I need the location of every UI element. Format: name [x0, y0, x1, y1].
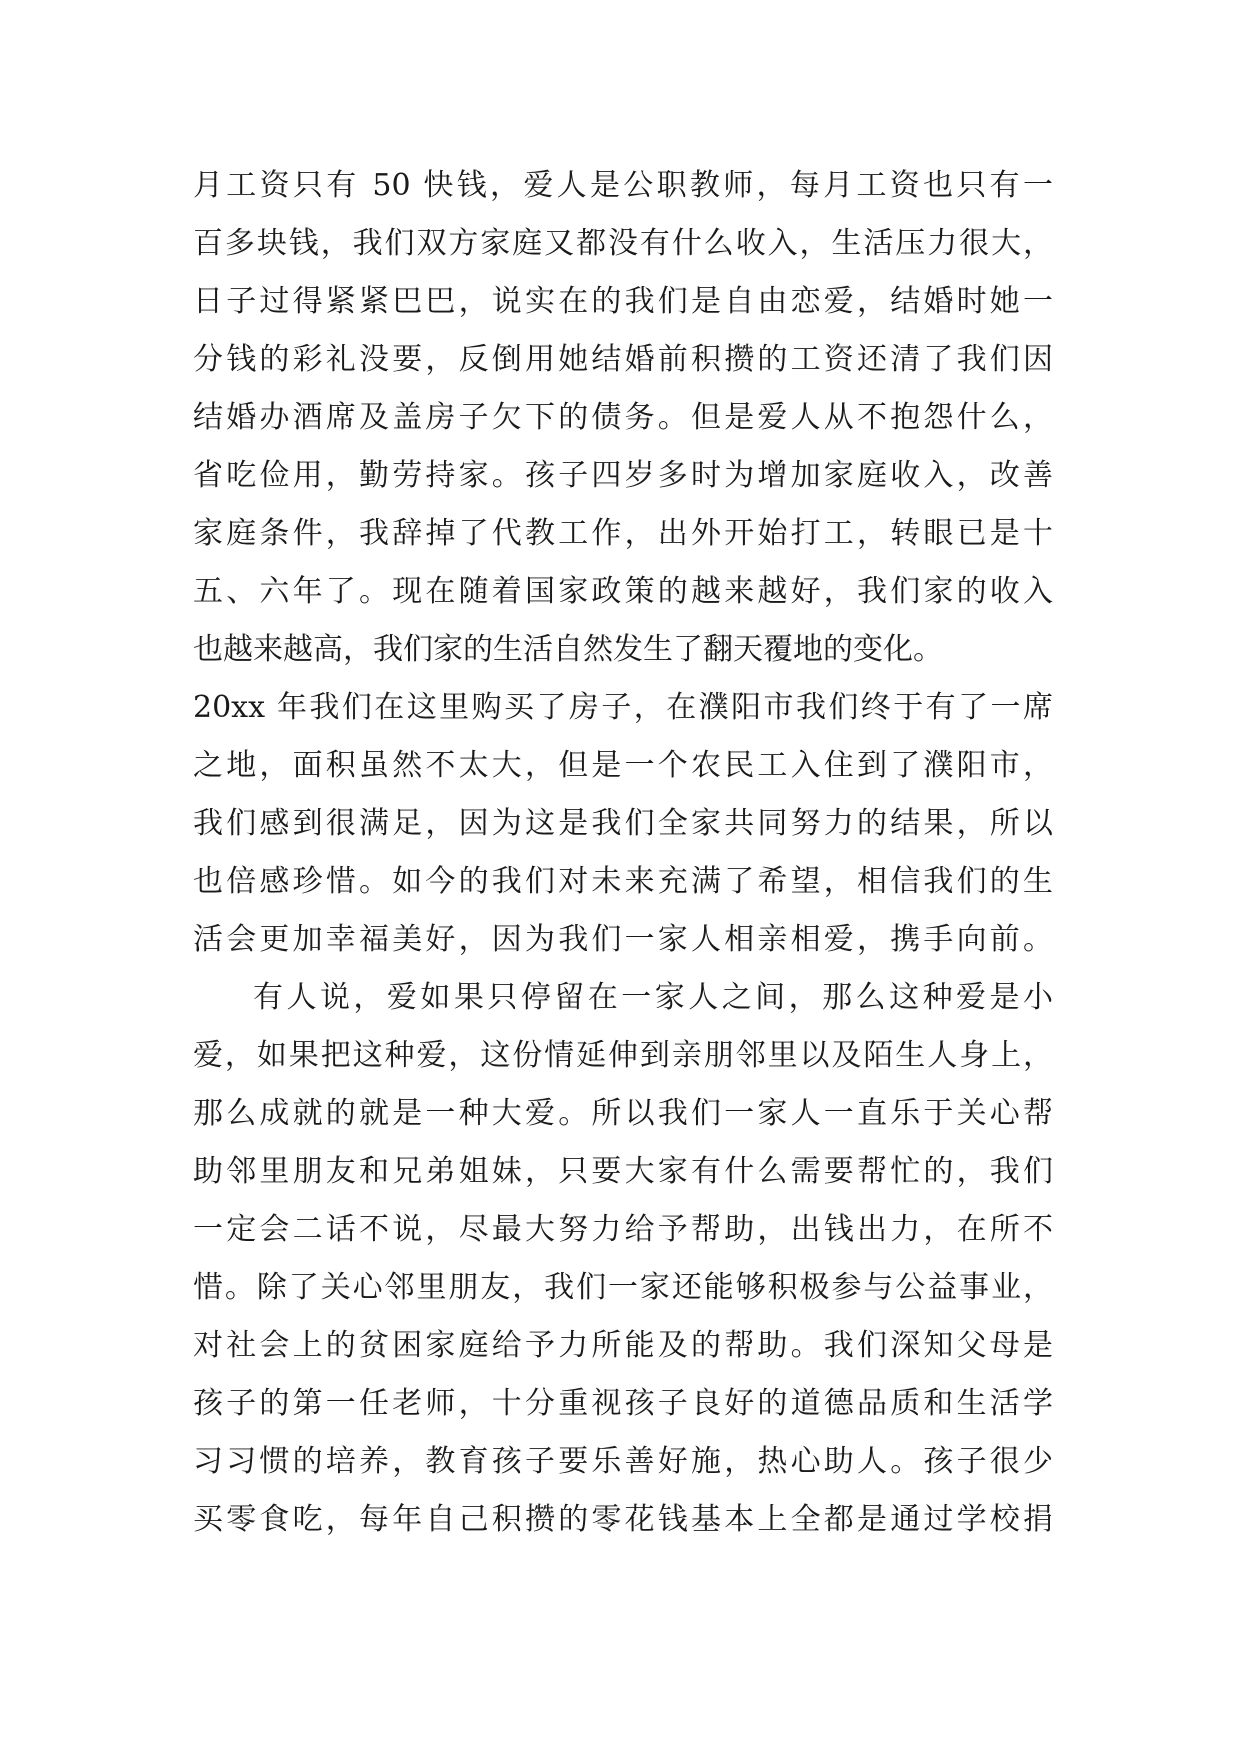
paragraph-line: 之地，面积虽然不太大，但是一个农民工入住到了濮阳市， [193, 748, 1053, 783]
paragraph-2 [193, 969, 1053, 1549]
paragraph-line: 一定会二话不说，尽最大努力给予帮助，出钱出力，在所不 [193, 1212, 1053, 1247]
paragraph-line: 分钱的彩礼没要，反倒用她结婚前积攒的工资还清了我们因 [193, 342, 1053, 377]
paragraph-line: 结婚办酒席及盖房子欠下的债务。但是爱人从不抱怨什么， [193, 400, 1053, 435]
paragraph-line: 对社会上的贫困家庭给予力所能及的帮助。我们深知父母是 [193, 1328, 1053, 1363]
paragraph-line: 也倍感珍惜。如今的我们对未来充满了希望，相信我们的生 [193, 864, 1053, 899]
document-page [193, 157, 1053, 1549]
paragraph-line: 我们感到很满足，因为这是我们全家共同努力的结果，所以 [193, 806, 1053, 841]
paragraph-line: 爱，如果把这种爱，这份情延伸到亲朋邻里以及陌生人身上， [193, 1038, 1053, 1073]
paragraph-line: 买零食吃，每年自己积攒的零花钱基本上全都是通过学校捐 [193, 1502, 1053, 1537]
paragraph-line: 习习惯的培养，教育孩子要乐善好施，热心助人。孩子很少 [193, 1444, 1053, 1479]
paragraph-line: 20xx 年我们在这里购买了房子，在濮阳市我们终于有了一席 [193, 690, 1053, 725]
paragraph-line: 助邻里朋友和兄弟姐妹，只要大家有什么需要帮忙的，我们 [193, 1154, 1053, 1189]
paragraph-line: 那么成就的就是一种大爱。所以我们一家人一直乐于关心帮 [193, 1096, 1053, 1131]
paragraph-line: 有人说，爱如果只停留在一家人之间，那么这种爱是小 [253, 980, 1053, 1015]
paragraph-line: 活会更加幸福美好，因为我们一家人相亲相爱，携手向前。 [193, 922, 1053, 957]
paragraph-line: 孩子的第一任老师，十分重视孩子良好的道德品质和生活学 [193, 1386, 1053, 1421]
paragraph-line: 五、六年了。现在随着国家政策的越来越好，我们家的收入 [193, 574, 1053, 609]
paragraph-line: 惜。除了关心邻里朋友，我们一家还能够积极参与公益事业， [193, 1270, 1053, 1305]
paragraph-line: 也越来越高，我们家的生活自然发生了翻天覆地的变化。 [193, 632, 943, 667]
paragraph-line: 家庭条件，我辞掉了代教工作，出外开始打工，转眼已是十 [193, 516, 1053, 551]
paragraph-line: 日子过得紧紧巴巴，说实在的我们是自由恋爱，结婚时她一 [193, 284, 1053, 319]
paragraph-line: 省吃俭用，勤劳持家。孩子四岁多时为增加家庭收入，改善 [193, 458, 1053, 493]
paragraph-line: 百多块钱，我们双方家庭又都没有什么收入，生活压力很大， [193, 226, 1053, 261]
paragraph-1 [193, 157, 1053, 969]
paragraph-line: 月工资只有 50 快钱，爱人是公职教师，每月工资也只有一 [193, 168, 1053, 203]
